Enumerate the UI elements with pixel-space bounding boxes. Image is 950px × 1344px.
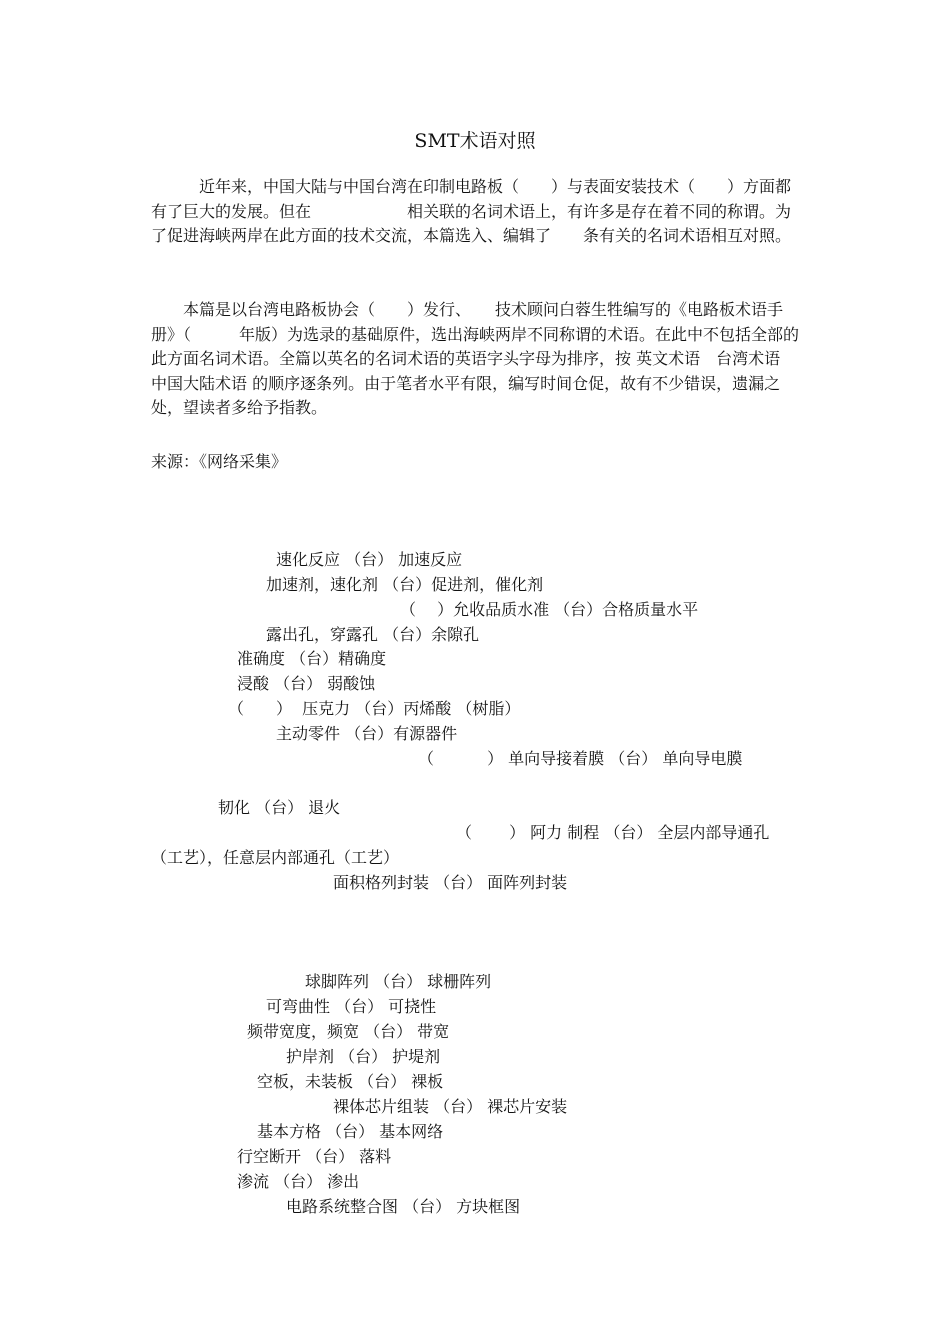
term-entry: （ ） 单向导接着膜 （台） 单向导电膜 bbox=[418, 749, 743, 768]
term-entry: 露出孔，穿露孔 （台）余隙孔 bbox=[266, 625, 480, 644]
term-entry: 裸体芯片组装 （台） 裸芯片安装 bbox=[333, 1097, 568, 1116]
term-entry: 韧化 （台） 退火 bbox=[218, 798, 341, 817]
term-entry: （ ） 压克力 （台）丙烯酸 （树脂） bbox=[228, 699, 521, 718]
term-entry: （ ） 阿力 制程 （台） 全层内部导通孔（工艺），任意层内部通孔（工艺） bbox=[151, 823, 770, 867]
term-entry: 行空断开 （台） 落料 bbox=[237, 1147, 392, 1166]
term-entry: 电路系统整合图 （台） 方块框图 bbox=[286, 1197, 521, 1216]
term-entry: 频带宽度，频宽 （台） 带宽 bbox=[247, 1022, 450, 1041]
intro-paragraph-2: 本篇是以台湾电路板协会（ ）发行、 技术顾问白蓉生牲编写的《电路板术语手册》（ 年版）为选录的基础原件，选出海峡两岸不同称谓的术语。在此中不包括全部的此方面名词术语。全篇以英名的名词术语的英语字头字母为排序，按 英文术语 台湾术语 中国大陆术语 的顺序逐条列。由于笔者水平有限，编写时间仓促，故有不少错误，遗漏之处，望读者多给予指教。 bbox=[151, 300, 800, 417]
term-entry: 浸酸 （台） 弱酸蚀 bbox=[237, 674, 376, 693]
term-entry: 加速剂，速化剂 （台）促进剂，催化剂 bbox=[266, 575, 544, 594]
term-entry: 可弯曲性 （台） 可挠性 bbox=[266, 997, 437, 1016]
term-entry: 准确度 （台）精确度 bbox=[237, 649, 387, 668]
term-entry: 护岸剂 （台） 护堤剂 bbox=[286, 1047, 441, 1066]
term-entry: 速化反应 （台） 加速反应 bbox=[276, 550, 463, 569]
term-entry: 主动零件 （台）有源器件 bbox=[276, 724, 458, 743]
intro-paragraph-1: 近年来，中国大陆与中国台湾在印制电路板（ ）与表面安装技术（ ）方面都有了巨大的发展。但在 相关联的名词术语上，有许多是存在着不同的称谓。为了促进海峡两岸在此方面的技术交流，本篇选入、编辑了 条有关的名词术语相互对照。 bbox=[151, 177, 792, 245]
page-title: SMT术语对照 bbox=[414, 130, 536, 152]
term-entry: 面积格列封装 （台） 面阵列封装 bbox=[333, 873, 568, 892]
term-entry: 基本方格 （台） 基本网络 bbox=[257, 1122, 444, 1141]
term-entry: （ ）允收品质水准 （台）合格质量水平 bbox=[400, 600, 699, 619]
term-entry: 球脚阵列 （台） 球栅阵列 bbox=[305, 972, 492, 991]
term-entry: 空板，未装板 （台） 裸板 bbox=[257, 1072, 444, 1091]
term-entry: 渗流 （台） 渗出 bbox=[237, 1172, 360, 1191]
source-line: 来源：《网络采集》 bbox=[151, 452, 288, 471]
